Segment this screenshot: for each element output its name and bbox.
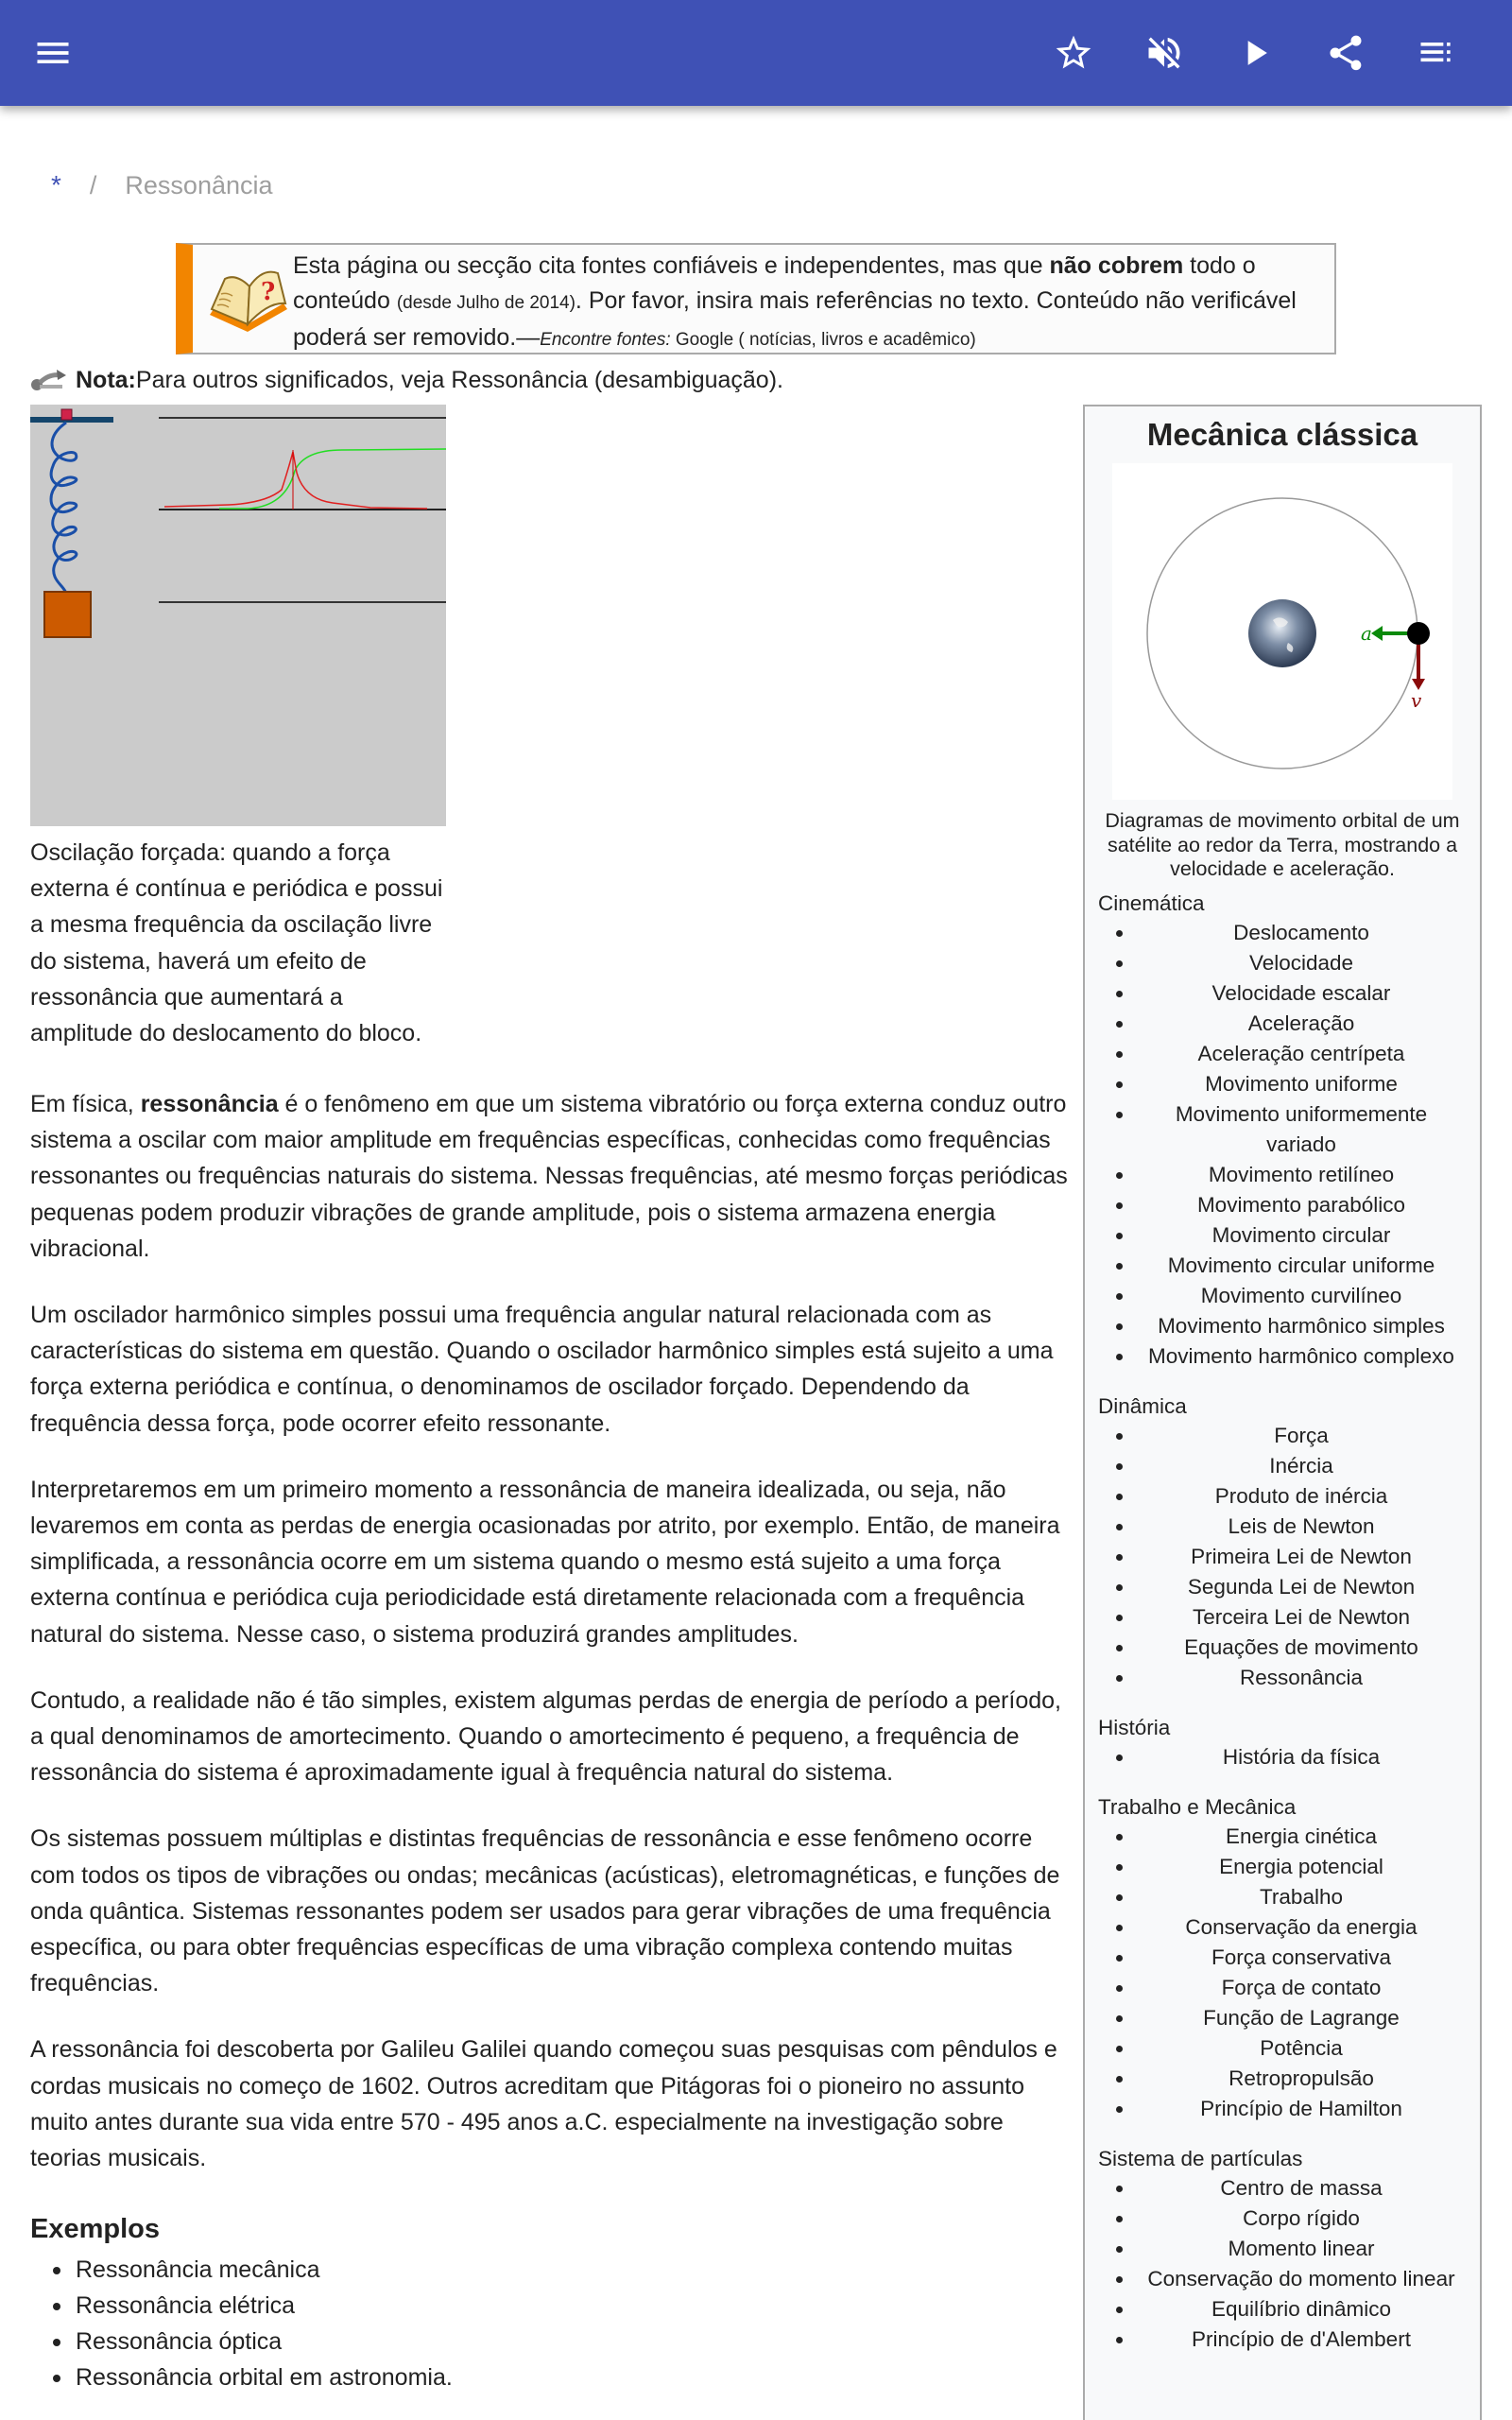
amplitude-curve xyxy=(164,452,427,509)
infobox-link-item[interactable]: Movimento harmônico simples xyxy=(1085,1311,1480,1341)
infobox-link-item[interactable]: Conservação da energia xyxy=(1085,1912,1480,1943)
infobox-link-item[interactable]: Princípio de Hamilton xyxy=(1085,2094,1480,2124)
infobox-link-item[interactable]: Leis de Newton xyxy=(1085,1512,1480,1542)
infobox-section-heading: Sistema de partículas xyxy=(1098,2146,1303,2170)
infobox-link-item[interactable]: Velocidade xyxy=(1085,948,1480,978)
notice-bold: não cobrem xyxy=(1049,252,1184,279)
infobox-link-item[interactable]: Força xyxy=(1085,1421,1480,1451)
svg-text:?: ? xyxy=(261,278,276,306)
infobox-section-list xyxy=(1085,1742,1480,1772)
infobox-section-list xyxy=(1085,918,1480,1372)
breadcrumb-current: Ressonância xyxy=(125,170,273,199)
figure-caption: Oscilação forçada: quando a força externa é contínua e periódica e possui a mesma frequência da oscilação livre do sistema, haverá um efeito de ressonância que aumentará a amplitude do deslocamento do bloco. xyxy=(30,839,443,1047)
infobox-section-list xyxy=(1085,1421,1480,1693)
driver-block xyxy=(61,409,72,420)
share-button[interactable] xyxy=(1319,26,1372,79)
star-outline-icon xyxy=(1053,32,1094,74)
intro-paragraph xyxy=(30,1086,1070,1267)
velocity-label: v xyxy=(1411,689,1422,712)
article-body xyxy=(30,1086,1070,2395)
intro-prefix: Em física, xyxy=(30,1091,141,1117)
example-item[interactable]: Ressonância mecânica xyxy=(59,2252,1070,2288)
examples-list xyxy=(30,2252,1070,2395)
infobox-link-item[interactable]: Movimento curvilíneo xyxy=(1085,1281,1480,1311)
notice-date: (desde Julho de 2014) xyxy=(396,293,576,313)
forced-oscillation-figure xyxy=(30,405,446,826)
infobox-link-item[interactable]: Movimento uniforme xyxy=(1085,1069,1480,1099)
infobox-link-item[interactable]: Força conservativa xyxy=(1085,1943,1480,1973)
intro-rest: é o fenômeno em que um sistema vibratório ou força externa conduz outro sistema a oscilar com maior amplitude em frequências específicas, conhecidas como frequências ressonantes ou frequências naturais do sistema. Nessas frequências, até mesmo forças periódicas pequenas podem produzir vibrações de grande amplitude, pois o sistema armazena energia vibracional. xyxy=(30,1091,1068,1262)
infobox-title: Mecânica clássica xyxy=(1146,417,1418,452)
infobox-link-item[interactable]: Equilíbrio dinâmico xyxy=(1085,2294,1480,2325)
orbit-caption: Diagramas de movimento orbital de um satélite ao redor da Terra, mostrando a velocidade e aceleração. xyxy=(1105,809,1460,880)
infobox-link-item[interactable]: Princípio de d'Alembert xyxy=(1085,2325,1480,2355)
infobox-link-item[interactable]: Deslocamento xyxy=(1085,918,1480,948)
infobox-section-heading: História xyxy=(1098,1715,1171,1739)
infobox-link-item[interactable]: Terceira Lei de Newton xyxy=(1085,1602,1480,1633)
notice-text-2: todo o conteúdo xyxy=(293,252,1256,314)
infobox-link-item[interactable]: Trabalho xyxy=(1085,1882,1480,1912)
example-item[interactable]: Ressonância elétrica xyxy=(59,2288,1070,2324)
infobox-section-heading: Dinâmica xyxy=(1098,1393,1187,1418)
infobox-link-item[interactable]: Conservação do momento linear xyxy=(1085,2264,1480,2294)
infobox-link-item[interactable]: Movimento retilíneo xyxy=(1085,1160,1480,1190)
volume-off-icon xyxy=(1143,32,1185,74)
mass-block xyxy=(44,592,91,637)
orbit-diagram xyxy=(1112,463,1452,800)
infobox-section-list xyxy=(1085,2173,1480,2355)
example-item[interactable]: Ressonância orbital em astronomia. xyxy=(59,2360,1070,2395)
breadcrumb-home-link[interactable]: * xyxy=(51,170,61,199)
infobox-link-item[interactable]: Energia cinética xyxy=(1085,1822,1480,1852)
paragraph: A ressonância foi descoberta por Galileu Galilei quando começou suas pesquisas com pêndulos e cordas musicais no começo de 1602. Outros acreditam que Pitágoras foi o pioneiro no assunto muito antes durante sua vida entre 570 - 495 anos a.C. especialmente na investigação sobre teorias musicais. xyxy=(30,2036,1057,2172)
infobox-link-item[interactable]: Centro de massa xyxy=(1085,2173,1480,2204)
infobox-link-item[interactable]: Segunda Lei de Newton xyxy=(1085,1572,1480,1602)
infobox-link-item[interactable]: Energia potencial xyxy=(1085,1852,1480,1882)
paragraph: Os sistemas possuem múltiplas e distintas frequências de ressonância e esse fenômeno ocorre com todos os tipos de vibrações ou ondas; mecânicas (acústicas), eletromagnéticas, e funções de onda quântica. Sistemas ressonantes podem ser usados para gerar vibrações de uma frequência específica, ou para obter frequências específicas de uma vibração complexa contendo muitas frequências. xyxy=(30,1825,1060,1997)
book-question-icon xyxy=(204,262,291,337)
infobox-link-item[interactable]: Movimento circular uniforme xyxy=(1085,1251,1480,1281)
infobox-link-item[interactable]: Retropropulsão xyxy=(1085,2064,1480,2094)
notice-text: Esta página ou secção cita fontes confiáveis e independentes, mas que xyxy=(293,252,1050,279)
disambiguation-icon xyxy=(28,366,68,394)
phase-curve xyxy=(219,449,446,509)
mute-button[interactable] xyxy=(1138,26,1191,79)
favorite-button[interactable] xyxy=(1047,26,1100,79)
acceleration-label: a xyxy=(1361,622,1372,645)
paragraph: Interpretaremos em um primeiro momento a ressonância de maneira idealizada, ou seja, não levaremos em conta as perdas de energia ocasionadas por atrito, por exemplo. Então, de maneira simplificada, a ressonância ocorre em um sistema quando o mesmo está sujeito a uma força externa contínua e periódica cuja periodicidade está diretamente relacionada com a frequência natural do sistema. Nesse caso, o sistema produzirá grandes amplitudes. xyxy=(30,1476,1060,1648)
breadcrumb xyxy=(51,170,273,200)
infobox-link-item[interactable]: Aceleração centrípeta xyxy=(1085,1039,1480,1069)
infobox-section-list xyxy=(1085,1822,1480,2124)
note-text[interactable]: Para outros significados, veja Ressonância (desambiguação). xyxy=(135,366,783,393)
share-icon xyxy=(1325,32,1366,74)
infobox-link-item[interactable]: História da física xyxy=(1085,1742,1480,1772)
infobox-link-item[interactable]: Aceleração xyxy=(1085,1009,1480,1039)
spring xyxy=(51,423,77,603)
infobox-section-heading: Cinemática xyxy=(1098,890,1205,915)
disambiguation-note xyxy=(28,366,783,394)
contents-button[interactable] xyxy=(1410,26,1463,79)
infobox-link-item[interactable]: Movimento circular xyxy=(1085,1220,1480,1251)
infobox-link-item[interactable]: Movimento harmônico complexo xyxy=(1085,1341,1480,1372)
infobox-link-item[interactable]: Potência xyxy=(1085,2033,1480,2064)
find-sources-label: Encontre fontes: xyxy=(540,330,671,350)
app-bar xyxy=(0,0,1512,106)
breadcrumb-separator: / xyxy=(89,170,97,199)
infobox-link-item[interactable]: Produto de inércia xyxy=(1085,1481,1480,1512)
example-item[interactable]: Ressonância óptica xyxy=(59,2324,1070,2360)
examples-heading: Exemplos xyxy=(30,2214,160,2245)
classical-mechanics-infobox xyxy=(1083,405,1482,2420)
intro-term: ressonância xyxy=(140,1091,279,1117)
infobox-link-item[interactable]: Inércia xyxy=(1085,1451,1480,1481)
infobox-link-item[interactable]: Ressonância xyxy=(1085,1663,1480,1693)
infobox-link-item[interactable]: Força de contato xyxy=(1085,1973,1480,2003)
satellite xyxy=(1407,622,1430,645)
infobox-link-item[interactable]: Velocidade escalar xyxy=(1085,978,1480,1009)
infobox-link-item[interactable]: Corpo rígido xyxy=(1085,2204,1480,2234)
hamburger-menu-icon xyxy=(32,32,74,74)
find-sources-links[interactable]: Google ( notícias, livros e acadêmico) xyxy=(670,330,976,350)
playlist-icon xyxy=(1416,32,1457,74)
references-notice xyxy=(176,243,1336,354)
infobox-link-item[interactable]: Equações de movimento xyxy=(1085,1633,1480,1663)
infobox-link-item[interactable]: Movimento uniformemente variado xyxy=(1085,1099,1480,1160)
infobox-section-heading: Trabalho e Mecânica xyxy=(1098,1794,1297,1819)
play-button[interactable] xyxy=(1228,26,1281,79)
paragraph: Um oscilador harmônico simples possui uma frequência angular natural relacionada com as características do sistema em questão. Quando o oscilador harmônico simples está sujeito a uma força externa periódica e contínua, o denominamos de oscilador forçado. Dependendo da frequência dessa força, pode ocorrer efeito ressonante. xyxy=(30,1302,1054,1437)
earth xyxy=(1248,599,1316,667)
play-icon xyxy=(1234,32,1276,74)
infobox-link-item[interactable]: Momento linear xyxy=(1085,2234,1480,2264)
infobox-link-item[interactable]: Movimento parabólico xyxy=(1085,1190,1480,1220)
note-label: Nota: xyxy=(76,366,136,393)
menu-button[interactable] xyxy=(26,26,79,79)
infobox-link-item[interactable]: Função de Lagrange xyxy=(1085,2003,1480,2033)
paragraph: Contudo, a realidade não é tão simples, existem algumas perdas de energia de período a período, a qual denominamos de amortecimento. Quando o amortecimento é pequeno, a frequência de ressonância do sistema é aproximadamente igual à frequência natural do sistema. xyxy=(30,1686,1061,1787)
infobox-link-item[interactable]: Primeira Lei de Newton xyxy=(1085,1542,1480,1572)
notice-text-3: . Por favor, insira mais referências no texto. Conteúdo não verificável poderá ser removido.— xyxy=(293,287,1297,351)
